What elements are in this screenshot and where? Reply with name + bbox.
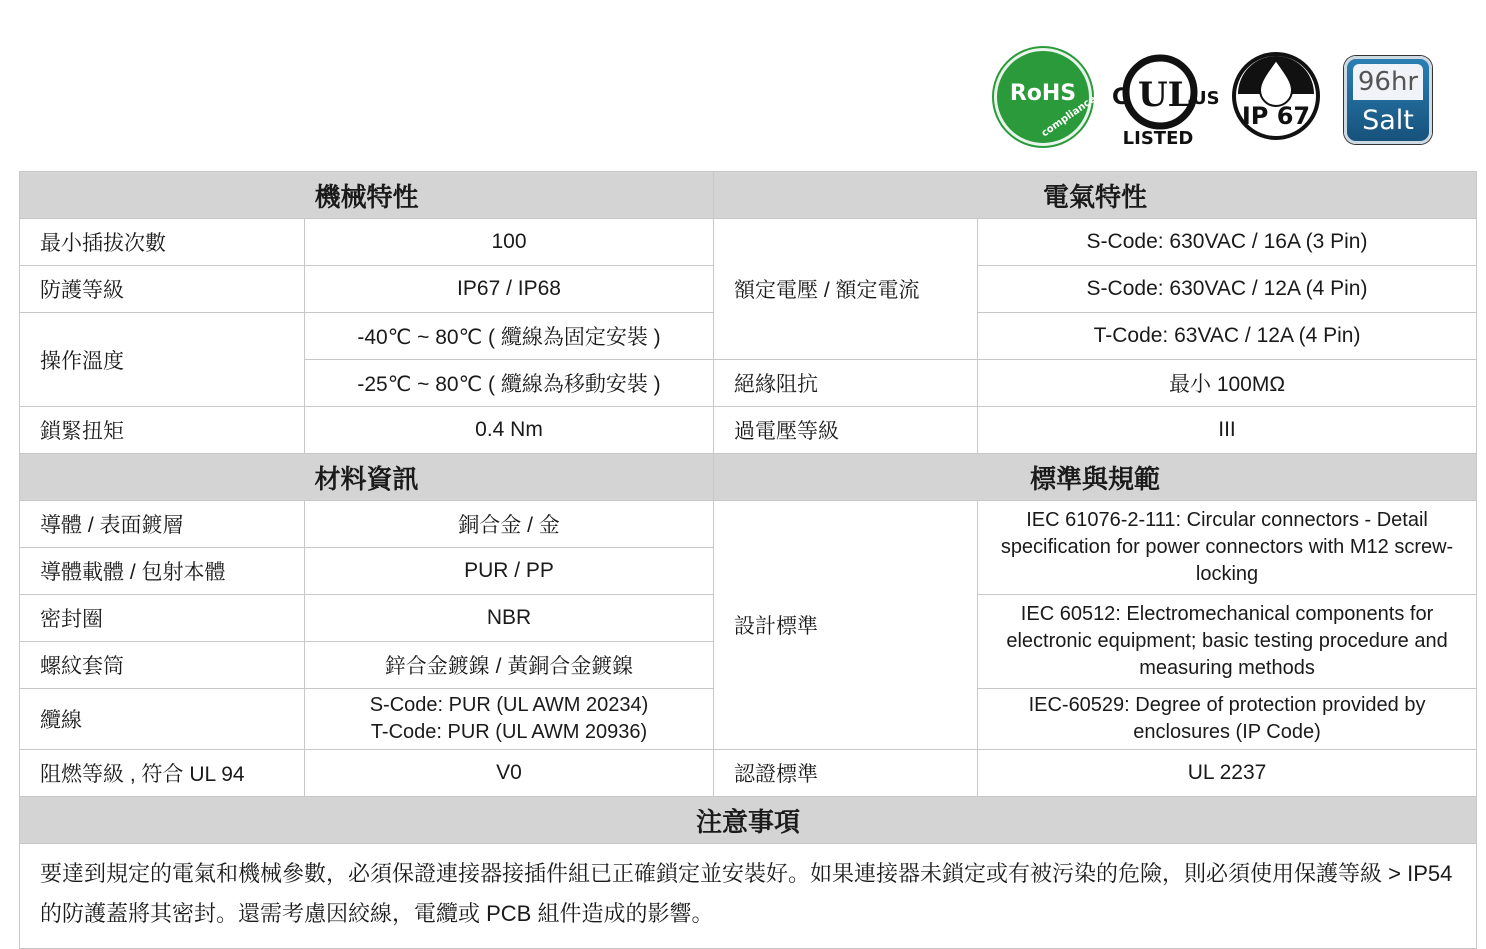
notes-text: 要達到規定的電氣和機械參數，必須保證連接器接插件組已正確鎖定並安裝好。如果連接器未鎖定或有被污染的危險，則必須使用保護等級 > IP54 的防護蓋將其密封。還需考慮因絞線，電纜或 PCB 組件造成的影響。 <box>20 844 1477 949</box>
label-overvoltage: 過電壓等級 <box>714 407 978 454</box>
ul-listed-logo <box>1102 52 1220 148</box>
value-carrier: PUR / PP <box>305 548 714 595</box>
value-cable <box>305 689 714 750</box>
label-temperature: 操作溫度 <box>20 313 305 407</box>
table-row <box>20 407 1477 454</box>
ip67-logo <box>1230 50 1322 142</box>
ul-us-mark: US <box>1192 88 1220 109</box>
value-design-standard-2: IEC 60512: Electromechanical components for electronic equipment; basic testing procedure and measuring methods <box>978 595 1477 689</box>
label-rated-voltage-current: 額定電壓 / 額定電流 <box>714 219 978 360</box>
label-design-standard: 設計標準 <box>714 501 978 750</box>
label-mating-cycles: 最小插拔次數 <box>20 219 305 266</box>
label-flammability: 阻燃等級 , 符合 UL 94 <box>20 750 305 797</box>
rohs-logo <box>994 48 1099 146</box>
label-insulation: 絕緣阻抗 <box>714 360 978 407</box>
value-contact: 銅合金 / 金 <box>305 501 714 548</box>
value-design-standard-3: IEC-60529: Degree of protection provided by enclosures (IP Code) <box>978 689 1477 750</box>
section-header-row <box>20 797 1477 844</box>
salt-spray-logo <box>1344 56 1432 144</box>
table-row <box>20 501 1477 548</box>
label-protection: 防護等級 <box>20 266 305 313</box>
table-row <box>20 219 1477 266</box>
value-rated-2: S-Code: 630VAC / 12A (4 Pin) <box>978 266 1477 313</box>
certification-logos <box>990 46 1440 150</box>
value-certification: UL 2237 <box>978 750 1477 797</box>
value-cable-t-code: T-Code: PUR (UL AWM 20936) <box>370 721 648 743</box>
value-rated-1: S-Code: 630VAC / 16A (3 Pin) <box>978 219 1477 266</box>
value-overvoltage: III <box>978 407 1477 454</box>
label-seal: 密封圈 <box>20 595 305 642</box>
rohs-logo-subtext: compliance <box>1039 93 1099 140</box>
ul-listed-text: LISTED <box>1122 128 1194 148</box>
value-temperature-moving: -25℃ ~ 80℃ ( 纜線為移動安裝 ) <box>305 360 714 407</box>
ul-mark: UL <box>1138 75 1192 115</box>
section-title-material: 材料資訊 <box>20 454 714 501</box>
value-flammability: V0 <box>305 750 714 797</box>
section-title-electrical: 電氣特性 <box>714 172 1477 219</box>
table-row <box>20 750 1477 797</box>
label-coupling: 螺紋套筒 <box>20 642 305 689</box>
value-torque: 0.4 Nm <box>305 407 714 454</box>
salt-spray-label: Salt <box>1362 105 1414 136</box>
value-mating-cycles: 100 <box>305 219 714 266</box>
value-rated-3: T-Code: 63VAC / 12A (4 Pin) <box>978 313 1477 360</box>
label-torque: 鎖緊扭矩 <box>20 407 305 454</box>
rohs-logo-text: RoHS <box>1009 81 1077 106</box>
section-header-row <box>20 172 1477 219</box>
section-header-row <box>20 454 1477 501</box>
value-cable-s-code: S-Code: PUR (UL AWM 20234) <box>369 694 649 716</box>
value-coupling: 鋅合金鍍鎳 / 黃銅合金鍍鎳 <box>305 642 714 689</box>
value-protection: IP67 / IP68 <box>305 266 714 313</box>
section-title-notes: 注意事項 <box>20 797 1477 844</box>
label-contact: 導體 / 表面鍍層 <box>20 501 305 548</box>
value-insulation: 最小 100MΩ <box>978 360 1477 407</box>
label-cable: 纜線 <box>20 689 305 750</box>
value-seal: NBR <box>305 595 714 642</box>
table-row <box>20 844 1477 949</box>
value-temperature-fixed: -40℃ ~ 80℃ ( 纜線為固定安裝 ) <box>305 313 714 360</box>
ip67-text: IP 67 <box>1241 102 1311 130</box>
value-design-standard-1: IEC 61076-2-111: Circular connectors - Detail specification for power connectors with M12 screw-locking <box>978 501 1477 595</box>
salt-spray-hours: 96hr <box>1353 64 1423 100</box>
ul-c-mark: C <box>1112 85 1129 110</box>
spec-table <box>19 171 1477 949</box>
label-certification: 認證標準 <box>714 750 978 797</box>
section-title-standards: 標準與規範 <box>714 454 1477 501</box>
label-carrier: 導體載體 / 包射本體 <box>20 548 305 595</box>
section-title-mechanical: 機械特性 <box>20 172 714 219</box>
